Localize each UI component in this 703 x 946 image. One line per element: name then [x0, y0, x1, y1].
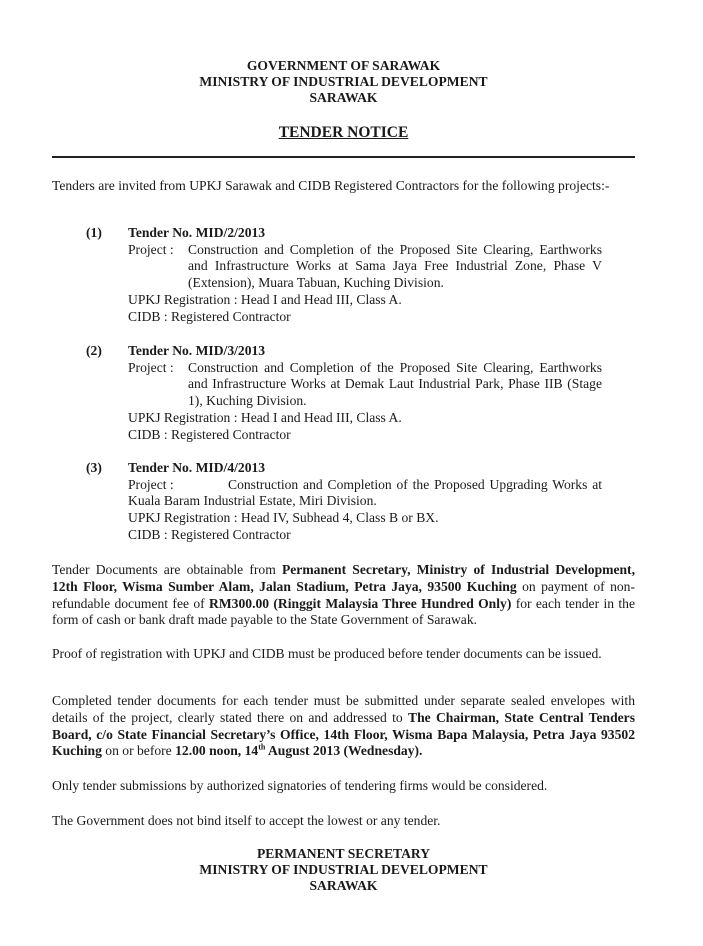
cidb-registration: CIDB : Registered Contractor — [128, 526, 291, 542]
footer-line-title: PERMANENT SECRETARY — [256, 846, 431, 861]
submission-address: The Chairman, State Central Tenders Board, c/o State Financial Secretary’s Office, 14th Floor, Wisma Bapa Malaysia, Petra Jaya 93502 Kuching — [52, 709, 635, 759]
issuer-header — [52, 58, 635, 106]
header-line-government: GOVERNMENT OF SARAWAK — [246, 58, 441, 73]
documents-text-3: for each tender in the form of cash or bank draft made payable to the State Government of Sarawak. — [52, 595, 635, 628]
signatory-footer — [52, 846, 635, 894]
documents-paragraph — [52, 562, 635, 629]
tender-no: Tender No. MID/3/2013 — [128, 343, 266, 358]
cidb-registration: CIDB : Registered Contractor — [128, 308, 291, 324]
header-line-state: SARAWAK — [309, 90, 378, 105]
upkj-registration: UPKJ Registration : Head I and Head III, Class A. — [128, 291, 402, 307]
title-text: TENDER NOTICE — [278, 124, 409, 141]
project-row — [128, 242, 602, 292]
header-line-ministry: MINISTRY OF INDUSTRIAL DEVELOPMENT — [199, 74, 488, 89]
documents-fee: RM300.00 (Ringgit Malaysia Three Hundred Only) — [209, 595, 512, 611]
submission-text-1: Completed tender documents for each tender must be submitted under separate sealed envelopes with details of the project, clearly stated there on and addressed to — [52, 693, 635, 725]
authorized-paragraph: Only tender submissions by authorized signatories of tendering firms would be considered. — [52, 778, 548, 793]
project-label: Project : — [128, 359, 174, 375]
submission-deadline: 12.00 noon, 14th August 2013 (Wednesday). — [175, 742, 423, 759]
project-label: Project : — [128, 476, 174, 492]
header-divider — [52, 156, 635, 158]
documents-text-1: Tender Documents are obtainable from — [52, 562, 282, 577]
tender-number-label: (3) — [86, 460, 102, 475]
tender-number-label: (1) — [86, 225, 102, 240]
footer-line-ministry: MINISTRY OF INDUSTRIAL DEVELOPMENT — [199, 862, 488, 877]
intro-paragraph: Tenders are invited from UPKJ Sarawak and CIDB Registered Contractors for the following projects:- — [52, 178, 610, 193]
submission-text-2: on or before — [101, 743, 176, 759]
project-label: Project : — [128, 241, 174, 257]
project-row — [128, 477, 602, 510]
upkj-registration: UPKJ Registration : Head I and Head III, Class A. — [128, 409, 402, 425]
project-description: Construction and Completion of the Proposed Upgrading Works at Kuala Baram Industrial Estate, Miri Division. — [128, 476, 602, 509]
disclaimer-paragraph: The Government does not bind itself to accept the lowest or any tender. — [52, 813, 441, 828]
submission-paragraph — [52, 693, 635, 760]
project-description: Construction and Completion of the Proposed Site Clearing, Earthworks and Infrastructure Works at Sama Jaya Free Industrial Zone, Phase V (Extension), Muara Tabuan, Kuching Division. — [188, 241, 602, 291]
upkj-registration: UPKJ Registration : Head IV, Subhead 4, Class B or BX. — [128, 510, 439, 526]
cidb-registration: CIDB : Registered Contractor — [128, 426, 291, 442]
tender-number-label: (2) — [86, 343, 102, 358]
footer-line-state: SARAWAK — [309, 878, 378, 893]
tender-no: Tender No. MID/4/2013 — [128, 460, 266, 475]
page-title — [52, 124, 635, 142]
documents-text-2: on payment of non-refundable document fee of — [52, 578, 635, 611]
tender-no: Tender No. MID/2/2013 — [128, 225, 266, 240]
project-row — [128, 360, 602, 410]
documents-address: Permanent Secretary, Ministry of Industrial Development, 12th Floor, Wisma Sumber Alam, Jalan Stadium, Petra Jaya, 93500 Kuching — [52, 562, 635, 594]
proof-paragraph: Proof of registration with UPKJ and CIDB must be produced before tender documents can be issued. — [52, 646, 602, 661]
project-description: Construction and Completion of the Proposed Site Clearing, Earthworks and Infrastructure Works at Demak Laut Industrial Park, Phase IIB (Stage 1), Kuching Division. — [188, 359, 602, 409]
